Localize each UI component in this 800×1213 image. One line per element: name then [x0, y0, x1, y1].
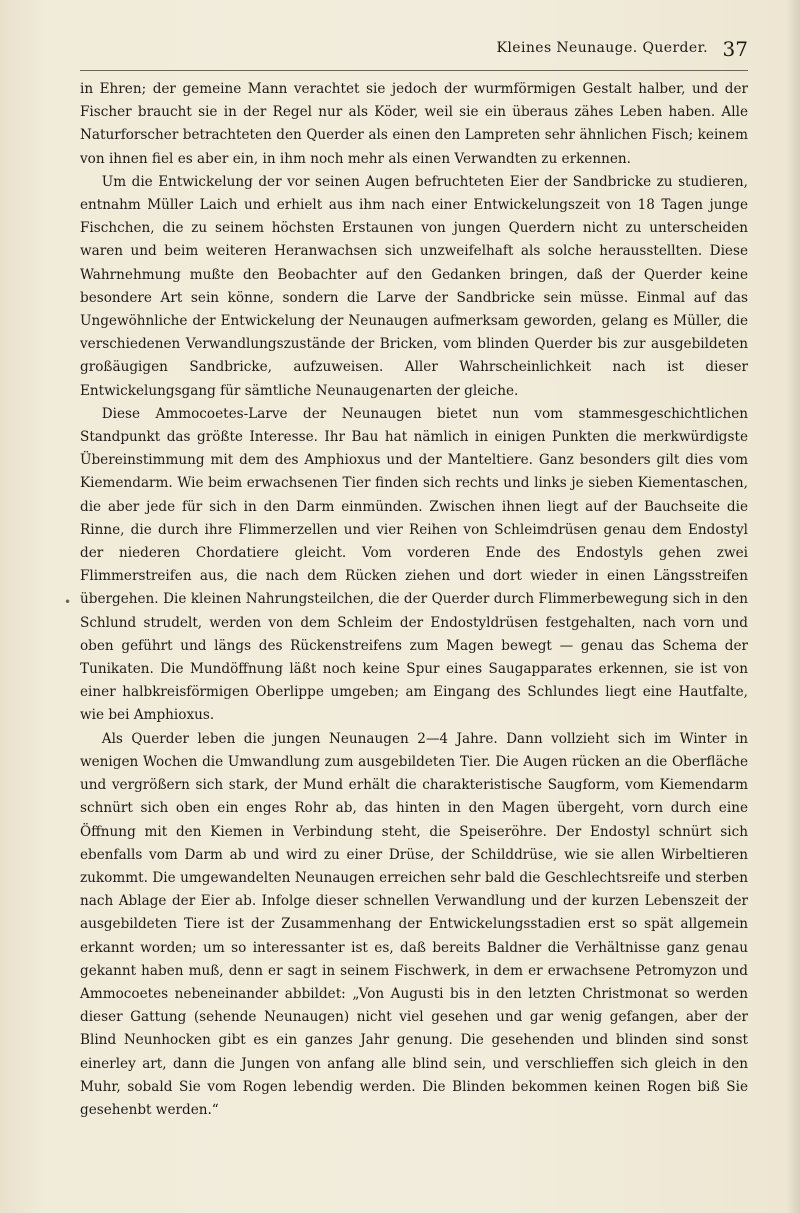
- running-title: Kleines Neunauge. Querder.: [496, 40, 708, 56]
- paragraph-2: Um die Entwickelung der vor seinen Augen befruchteten Eier der Sandbricke zu studieren, entnahm Müller Laich und erhielt aus ihm nach einer Entwickelungszeit von 18 Tagen junge Fischchen, die zu seinem höchsten Erstaunen von jungen Querdern nicht zu unterscheiden waren und beim weiteren Heranwachsen sich unzweifelhaft als solche herausstellten. Diese Wahrnehmung mußte den Beobachter auf den Gedanken bringen, daß der Querder keine besondere Art sein könne, sondern die Larve der Sandbricke sein müsse. Einmal auf das Ungewöhnliche der Entwickelung der Neunaugen aufmerksam geworden, gelang es Müller, die verschiedenen Verwandlungszustände der Bricken, vom blinden Querder bis zur ausgebildeten großäugigen Sandbricke, aufzuweisen. Aller Wahrscheinlichkeit nach ist dieser Entwickelungsgang für sämtliche Neunaugenarten der gleiche.: [80, 173, 748, 399]
- page-header: [80, 37, 748, 64]
- page-edge-shadow: [786, 0, 800, 1213]
- margin-dot: •: [64, 595, 72, 609]
- header-rule: [80, 70, 748, 71]
- page-number: 37: [722, 37, 748, 61]
- paragraph-4: Als Querder leben die jungen Neunaugen 2—4 Jahre. Dann vollzieht sich im Winter in wenigen Wochen die Umwandlung zum ausgebildeten Tier. Die Augen rücken an die Oberfläche und vergrößern sich stark, der Mund erhält die charakteristische Saugform, vom Kiemendarm schnürt sich oben ein enges Rohr ab, das hinten in den Magen übergeht, vorn durch eine Öffnung mit den Kiemen in Verbindung steht, die Speiseröhre. Der Endostyl schnürt sich ebenfalls vom Darm ab und wird zu einer Drüse, der Schilddrüse, wie sie allen Wirbeltieren zukommt. Die umgewandelten Neunaugen erreichen sehr bald die Geschlechtsreife und sterben nach Ablage der Eier ab. Infolge dieser schnellen Verwandlung und der kurzen Lebenszeit der ausgebildeten Tiere ist der Zusammenhang der Entwickelungsstadien erst so spät allgemein erkannt worden; um so interessanter ist es, daß bereits Baldner die Verhältnisse ganz genau gekannt haben muß, denn er sagt in seinem Fischwerk, in dem er erwachsene Petromyzon und Ammocoetes nebeneinander abbildet: „Von Augusti bis in den letzten Christmonat so werden dieser Gattung (sehende Neunaugen) nicht viel gesehen und gar wenig gefangen, aber der Blind Neunhocken gibt es ein ganzes Jahr genung. Die gesehenden und blinden sind sonst einerley art, dann die Jungen von anfang alle blind sein, und verschlieffen sich gleich in den Muhr, sobald Sie vom Rogen lebendig werden. Die Blinden bekommen keinen Rogen biß Sie gesehenbt werden.“: [80, 730, 748, 1118]
- body-text: [80, 78, 748, 1122]
- paragraph-3: Diese Ammocoetes-Larve der Neunaugen bietet nun vom stammesgeschichtlichen Standpunkt das größte Interesse. Ihr Bau hat nämlich in einigen Punkten die merkwürdigste Übereinstimmung mit dem des Amphioxus und der Manteltiere. Ganz besonders gilt dies vom Kiemendarm. Wie beim erwachsenen Tier finden sich rechts und links je sieben Kiementaschen, die aber jede für sich in den Darm einmünden. Zwischen ihnen liegt auf der Bauchseite die Rinne, die durch ihre Flimmerzellen und vier Reihen von Schleimdrüsen genau dem Endostyl der niederen Chordatiere gleicht. Vom vorderen Ende des Endostyls gehen zwei Flimmerstreifen aus, die nach dem Rücken ziehen und dort wieder in einen Längsstreifen übergehen. Die kleinen Nahrungsteilchen, die der Querder durch Flimmerbewegung sich in den Schlund strudelt, werden von dem Schleim der Endostyldrüsen festgehalten, nach vorn und oben geführt und längs des Rückenstreifens zum Magen bewegt — genau das Schema der Tunikaten. Die Mundöffnung läßt noch keine Spur eines Saugapparates erkennen, sie ist von einer halbkreisförmigen Oberlippe umgeben; am Eingang des Schlundes liegt eine Hautfalte, wie bei Amphioxus.: [80, 405, 748, 724]
- paragraph-1: in Ehren; der gemeine Mann verachtet sie jedoch der wurmförmigen Gestalt halber, und der Fischer braucht sie in der Regel nur als Köder, weil sie ein überaus zähes Leben haben. Alle Naturforscher betrachteten den Querder als einen den Lampreten sehr ähnlichen Fisch; keinem von ihnen fiel es aber ein, in ihm noch mehr als einen Verwandten zu erkennen.: [80, 81, 748, 167]
